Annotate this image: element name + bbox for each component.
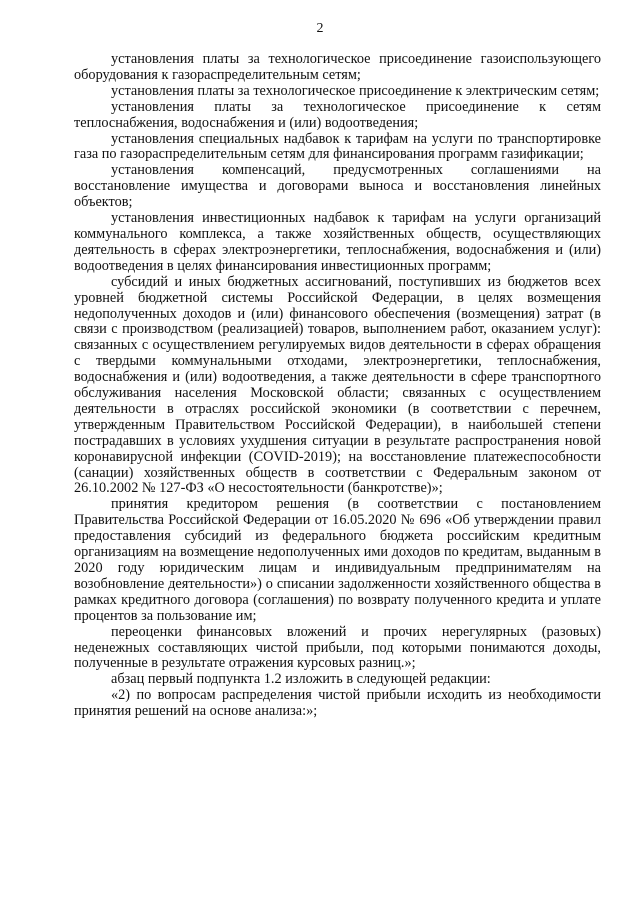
paragraph: принятия кредитором решения (в соответствии с постановлением Правительства Российской Федерации от 16.05.2020 № 696 «Об утверждении правил предоставления субсидий из федерального бюджета российским кредитным организациям на возмещение недополученных ими доходов по кредитам, выданным в 2020 году юридическим лицам и индивидуальным предпринимателям на возобновление деятельности») о списании задолженности хозяйственного общества в рамках кредитного договора (соглашения) по возврату полученного кредита и уплате процентов за пользование им; — [74, 496, 601, 624]
paragraph: установления специальных надбавок к тарифам на услуги по транспортировке газа по газораспределительным сетям для финансирования программ газификации; — [74, 130, 601, 163]
page-number: 2 — [316, 21, 324, 36]
paragraph: субсидий и иных бюджетных ассигнований, поступивших из бюджетов всех уровней бюджетной системы Российской Федерации, в целях возмещения недополученных доходов и (или) финансового обеспечения (возмещения) затрат (в связи с производством (реализацией) товаров, выполнением работ, оказанием услуг): связанных с осуществлением регулируемых видов деятельности в сферах обращения с твердыми коммунальными отходами, электроэнергетики, теплоснабжения, водоснабжения и (или) водоотведения, а также деятельности в сфере транспортного обслуживания населения Московской области; связанных с осуществлением деятельности в отраслях российской экономики (в соответствии с перечнем, утвержденным Правительством Российской Федерации), в наибольшей степени пострадавших в условиях ухудшения ситуации в результате распространения новой коронавирусной инфекции (COVID-2019); на восстановление платежеспособности (санации) хозяйственных обществ в соответствии с Федеральным законом от 26.10.2002 № 127-ФЗ «О несостоятельности (банкротстве)»; — [74, 273, 601, 497]
paragraph: установления платы за технологическое присоединение к сетям теплоснабжения, водоснабжения и (или) водоотведения; — [74, 98, 601, 131]
document-body — [74, 52, 601, 720]
paragraph: установления компенсаций, предусмотренных соглашениями на восстановление имущества и договорами выноса и восстановления линейных объектов; — [74, 162, 601, 211]
paragraph: «2) по вопросам распределения чистой прибыли исходить из необходимости принятия решений на основе анализа:»; — [74, 687, 601, 720]
paragraph: установления инвестиционных надбавок к тарифам на услуги организаций коммунального комплекса, а также хозяйственных обществ, осуществляющих деятельность в сферах электроэнергетики, теплоснабжения, водоснабжения и (или) водоотведения в целях финансирования инвестиционных программ; — [74, 210, 601, 274]
paragraph: переоценки финансовых вложений и прочих нерегулярных (разовых) неденежных составляющих чистой прибыли, под которыми понимаются доходы, полученные в результате отражения курсовых разниц.»; — [74, 623, 601, 672]
paragraph: установления платы за технологическое присоединение газоиспользующего оборудования к газораспределительным сетям; — [74, 51, 601, 83]
paragraph: установления платы за технологическое присоединение к электрическим сетям; — [111, 82, 600, 99]
paragraph: абзац первый подпункта 1.2 изложить в следующей редакции: — [111, 671, 491, 688]
